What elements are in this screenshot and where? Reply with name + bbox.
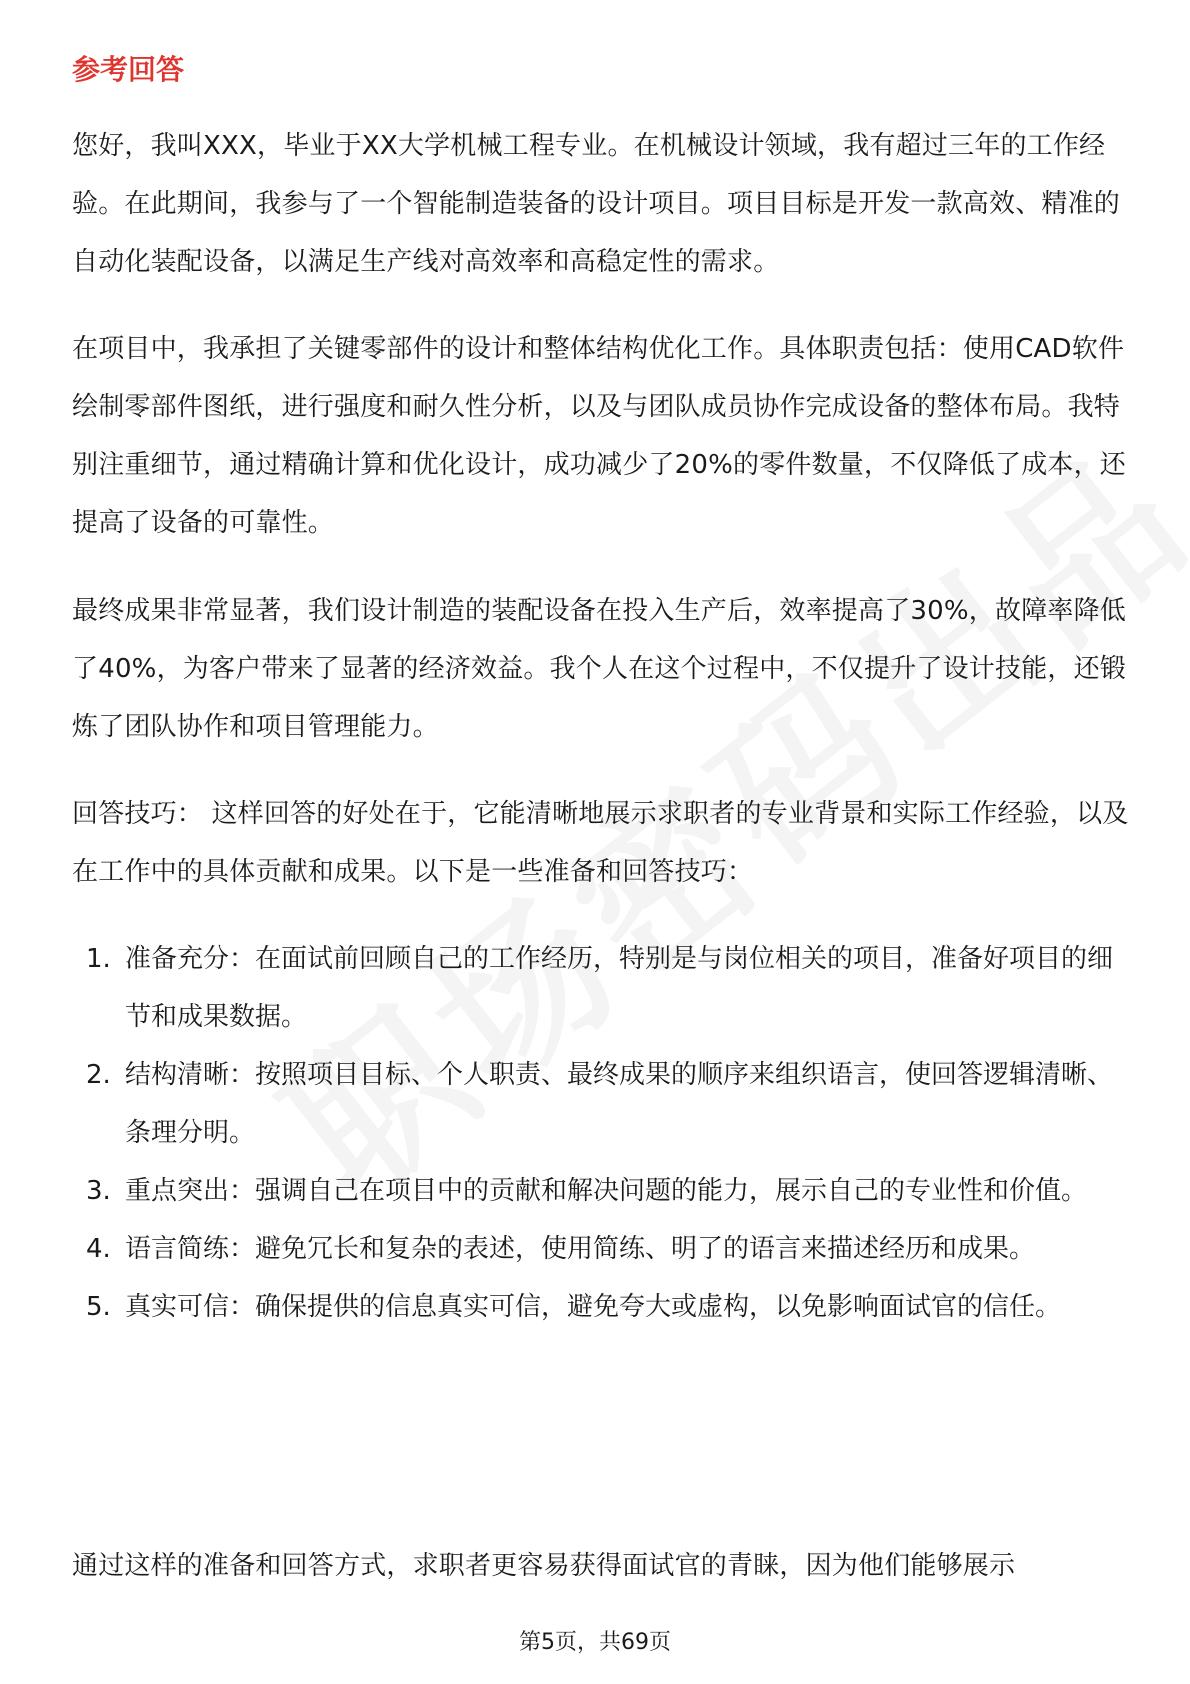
paragraph-responsibilities: 在项目中，我承担了关键零部件的设计和整体结构优化工作。具体职责包括：使用CAD软件绘制零部件图纸，进行强度和耐久性分析，以及与团队成员协作完成设备的整体布局。我特别注重细节，通过精确计算和优化设计，成功减少了20%的零件数量，不仅降低了成本，还提高了设备的可靠性。 — [72, 334, 1126, 538]
section-title: 参考回答 — [72, 53, 185, 86]
paragraph-intro: 您好，我叫XXX，毕业于XX大学机械工程专业。在机械设计领域，我有超过三年的工作经验。在此期间，我参与了一个智能制造装备的设计项目。项目目标是开发一款高效、精准的自动化装配设备，以满足生产线对高效率和高稳定性的需求。 — [72, 131, 1121, 277]
list-text: 结构清晰：按照项目目标、个人职责、最终成果的顺序来组织语言，使回答逻辑清晰、条理分明。 — [125, 1060, 1114, 1148]
paragraph-results: 最终成果非常显著，我们设计制造的装配设备在投入生产后，效率提高了30%，故障率降低了40%，为客户带来了显著的经济效益。我个人在这个过程中，不仅提升了设计技能，还锻炼了团队协作和项目管理能力。 — [72, 596, 1126, 742]
list-number: 1. — [86, 944, 111, 974]
list-item — [72, 1220, 1132, 1278]
list-text: 重点突出：强调自己在项目中的贡献和解决问题的能力，展示自己的专业性和价值。 — [125, 1176, 1088, 1206]
list-item — [72, 1162, 1132, 1220]
list-item — [72, 1278, 1132, 1336]
page-footer: 第5页，共69页 — [519, 1630, 671, 1655]
list-item — [72, 1046, 1132, 1162]
list-text: 真实可信：确保提供的信息真实可信，避免夸大或虚构，以免影响面试官的信任。 — [125, 1292, 1062, 1322]
list-number: 2. — [86, 1060, 111, 1090]
paragraph-closing: 通过这样的准备和回答方式，求职者更容易获得面试官的青睐，因为他们能够展示 — [72, 1551, 1016, 1581]
list-item — [72, 930, 1132, 1046]
list-text: 准备充分：在面试前回顾自己的工作经历，特别是与岗位相关的项目，准备好项目的细节和成果数据。 — [125, 944, 1114, 1032]
paragraph-tips-intro: 回答技巧： 这样回答的好处在于，它能清晰地展示求职者的专业背景和实际工作经验，以及在工作中的具体贡献和成果。以下是一些准备和回答技巧： — [72, 799, 1129, 887]
list-number: 4. — [86, 1234, 111, 1264]
list-number: 5. — [86, 1292, 111, 1322]
list-text: 语言简练：避免冗长和复杂的表述，使用简练、明了的语言来描述经历和成果。 — [125, 1234, 1036, 1264]
list-number: 3. — [86, 1176, 111, 1206]
tips-list — [72, 930, 1132, 1336]
